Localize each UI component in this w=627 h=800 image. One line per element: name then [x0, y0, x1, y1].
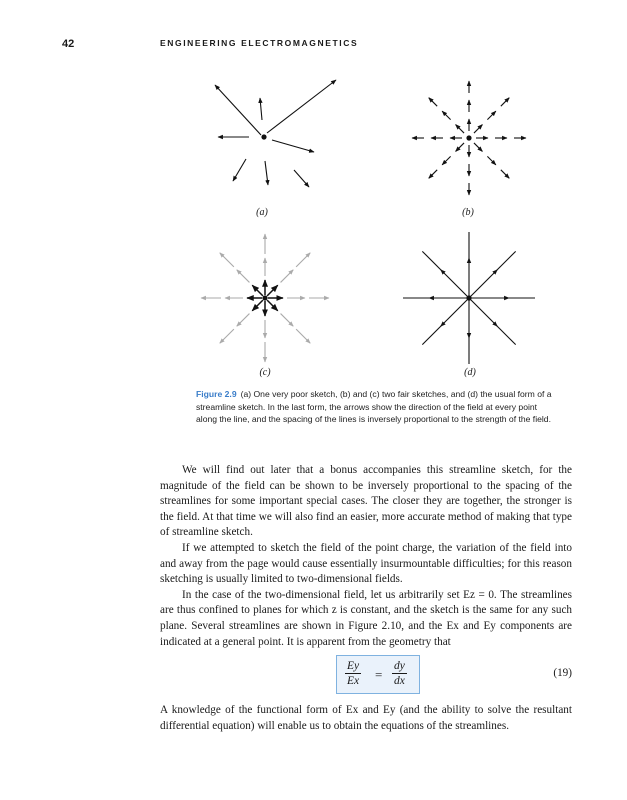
streamline-arrow: [456, 125, 464, 133]
panel-label-b: (b): [462, 207, 474, 218]
figure-caption-label: Figure 2.9: [196, 389, 237, 399]
page-number: 42: [62, 38, 75, 50]
streamline-arrow: [422, 251, 442, 271]
equals-sign: =: [375, 667, 383, 682]
paragraph: We will find out later that a bonus accompanies this streamline sketch, for the magnitude of the field can be shown to be inversely proportional to the spacing of the streamlines for some important special cases. The closer they are together, the stronger is the field. At that time we will also find an easier, more accurate method of making that type of streamline sketch.: [160, 464, 572, 539]
streamline-arrow: [296, 329, 310, 343]
page-header: [0, 38, 627, 54]
streamline-arrow: [501, 170, 509, 178]
equation-19: [160, 655, 572, 697]
panel-label-d: (d): [464, 367, 476, 378]
paragraph: If we attempted to sketch the field of the point charge, the variation of the field into and away from the page would cause essentially insurmountable difficulties; for this reason sketching is usually limited to two-dimensional fields.: [160, 541, 572, 586]
streamline-arrow: [267, 80, 336, 133]
figure-panel-b: [399, 68, 539, 208]
running-head: ENGINEERING ELECTROMAGNETICS: [160, 38, 359, 48]
denominator-dx: dx: [394, 675, 405, 687]
point-charge: [466, 295, 471, 300]
streamline-arrow: [501, 98, 509, 106]
streamline-arrow: [267, 285, 278, 296]
point-charge: [466, 135, 471, 140]
streamline-arrow: [220, 329, 234, 343]
streamline-arrow: [422, 325, 442, 345]
figure-panel-a: [205, 75, 345, 205]
streamline-arrow: [267, 300, 278, 311]
figure-caption-text: (a) One very poor sketch, (b) and (c) two fair sketches, and (d) the usual form of a streamline sketch. In the last form, the arrows show the direction of the field at every point along the line, and the spacing of the lines is inversely proportional to the strength of the field.: [196, 389, 552, 424]
streamline-arrow: [474, 143, 482, 151]
streamline-arrow: [281, 314, 294, 327]
point-charge: [262, 295, 267, 300]
streamline-arrow: [441, 298, 469, 326]
streamline-arrow: [252, 285, 263, 296]
streamline-arrow: [220, 253, 234, 267]
streamline-arrow: [456, 143, 464, 151]
streamline-arrow: [429, 170, 437, 178]
streamline-arrow: [265, 161, 268, 185]
panel-label-c: (c): [259, 367, 271, 378]
streamline-arrow: [441, 270, 469, 298]
streamline-arrow: [442, 156, 450, 164]
equation-box: [336, 655, 420, 694]
streamline-arrow: [281, 270, 294, 283]
fraction-ey-ex: [345, 659, 361, 688]
streamline-arrow: [487, 156, 495, 164]
streamline-arrow: [469, 298, 497, 326]
streamline-arrow: [272, 140, 314, 152]
streamline-arrow: [496, 325, 516, 345]
numerator-dy: dy: [394, 660, 405, 672]
streamline-arrow: [215, 85, 261, 135]
numerator-ey: Ey: [347, 660, 360, 672]
streamline-arrow: [474, 125, 482, 133]
point-charge: [261, 134, 266, 139]
streamline-arrow: [487, 111, 495, 119]
streamline-arrow: [237, 270, 250, 283]
streamline-arrow: [294, 170, 309, 187]
paragraph: A knowledge of the functional form of Ex and Ey (and the ability to solve the resultant differential equation) will enable us to obtain the equations of the streamlines.: [160, 704, 572, 732]
streamline-arrow: [469, 270, 497, 298]
streamline-arrow: [252, 300, 263, 311]
fraction-dy-dx: [392, 659, 407, 688]
streamline-arrow: [233, 159, 246, 181]
streamline-arrow: [237, 314, 250, 327]
denominator-ex: Ex: [347, 675, 360, 687]
streamline-arrow: [496, 251, 516, 271]
figure-panel-c: [195, 228, 335, 368]
paragraph: In the case of the two-dimensional field, let us arbitrarily set Ez = 0. The streamlines are thus confined to planes for which z is constant, and the sketch is the same for any such plane. Several streamlines are shown in Figure 2.10, and the Ex and Ey components are indicated at a general point. It is apparent from the geometry that: [160, 588, 572, 648]
streamline-arrow: [260, 98, 262, 120]
streamline-arrow: [429, 98, 437, 106]
streamline-arrow: [442, 111, 450, 119]
body-text: [160, 463, 572, 650]
figure-caption: [196, 388, 556, 426]
panel-label-a: (a): [256, 207, 268, 218]
equation-number: (19): [553, 667, 572, 679]
body-text-closing: [160, 703, 572, 734]
streamline-arrow: [296, 253, 310, 267]
figure-panel-d: [399, 228, 539, 368]
